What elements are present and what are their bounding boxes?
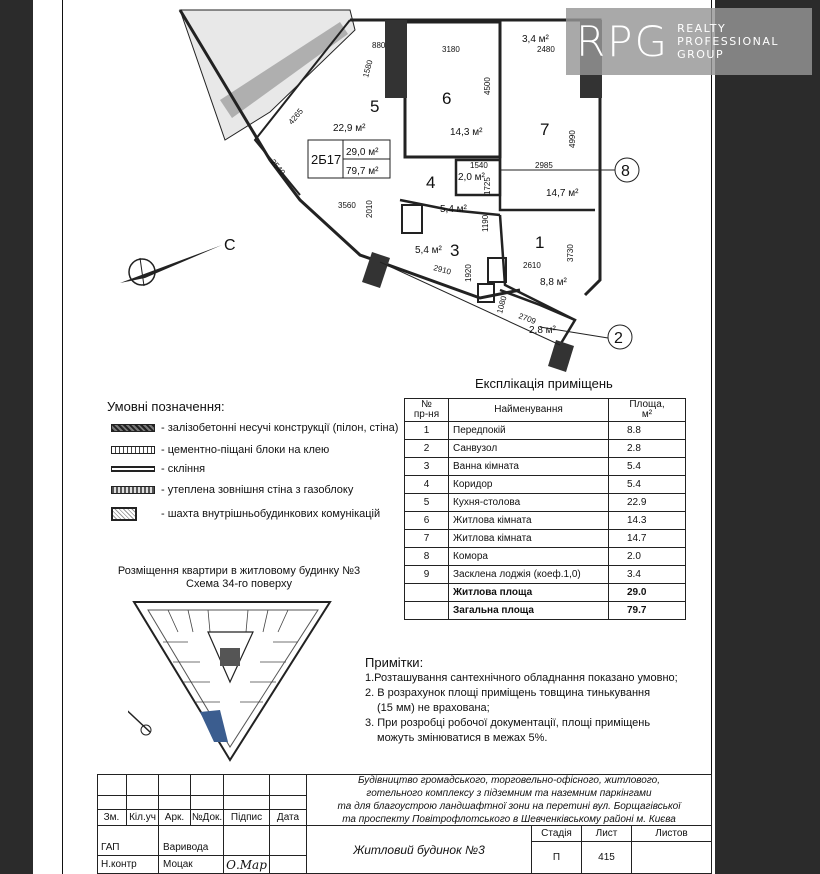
notes bbox=[365, 655, 678, 746]
table-row bbox=[405, 512, 686, 530]
row-name: Комора bbox=[449, 548, 609, 566]
col-name: Найменування bbox=[449, 399, 609, 422]
dim-1580: 1580 bbox=[361, 58, 375, 79]
table-row bbox=[405, 530, 686, 548]
concrete-swatch bbox=[111, 424, 155, 432]
grid-cell bbox=[270, 774, 307, 796]
sheets-label: Листов bbox=[632, 826, 712, 842]
note-line: 1.Розташування сантехнічного обладнання показано умовно; bbox=[365, 672, 678, 684]
watermark-logo: RPG bbox=[576, 17, 670, 66]
col-no bbox=[405, 399, 449, 422]
row-no: 5 bbox=[405, 494, 449, 512]
dim-3730: 3730 bbox=[566, 244, 575, 262]
col-head: Зм. bbox=[97, 810, 127, 826]
room-area-1: 8,8 м² bbox=[540, 277, 567, 288]
watermark-lines bbox=[677, 22, 779, 61]
total-label: Загальна площа bbox=[449, 602, 609, 620]
note-line: (15 мм) не врахована; bbox=[377, 702, 490, 714]
gap-date bbox=[270, 826, 307, 856]
table-row bbox=[405, 476, 686, 494]
stage-label: Стадія bbox=[532, 826, 582, 842]
table-row bbox=[405, 566, 686, 584]
note-line: 3. При розробці робочої документації, площі приміщень bbox=[365, 717, 651, 729]
row-no: 7 bbox=[405, 530, 449, 548]
dim-1540: 1540 bbox=[470, 161, 488, 170]
empty-cell bbox=[405, 602, 449, 620]
title-block bbox=[97, 774, 712, 874]
grid-cell bbox=[97, 796, 127, 810]
room-area-5: 22,9 м² bbox=[333, 123, 366, 134]
col-area bbox=[609, 399, 686, 422]
project-line: готельного комплексу з підземним та наземним паркінгами bbox=[366, 787, 652, 799]
room-label-4: 4 bbox=[426, 173, 436, 192]
row-name: Ванна кімната bbox=[449, 458, 609, 476]
col-head: Арк. bbox=[159, 810, 191, 826]
project-description bbox=[307, 774, 712, 826]
table-row bbox=[405, 422, 686, 440]
grid-cell bbox=[159, 774, 191, 796]
total-area-row bbox=[405, 602, 686, 620]
grid-cell bbox=[191, 796, 224, 810]
notes-title: Примітки: bbox=[365, 655, 424, 670]
row-no: 1 bbox=[405, 422, 449, 440]
note-line: можуть змінюватися в межах 5%. bbox=[377, 732, 548, 744]
dim-1725: 1725 bbox=[483, 177, 492, 195]
dim-4265: 4265 bbox=[286, 106, 305, 127]
row-area: 14.3 bbox=[609, 512, 686, 530]
col-no-2: пр-ня bbox=[413, 409, 440, 420]
scheme-north-arrow bbox=[128, 702, 151, 735]
dim-2910: 2910 bbox=[432, 263, 453, 277]
pylon-4 bbox=[548, 340, 574, 372]
legend-item-blocks bbox=[111, 441, 329, 459]
sheets-value bbox=[632, 842, 712, 874]
dimensions bbox=[268, 41, 577, 326]
project-line: та проспекту Повітрофлотського в Шевченківському районі м. Києва bbox=[342, 813, 676, 825]
nk-name: Моцак bbox=[159, 856, 224, 874]
note-line: 2. В розрахунок площі приміщень товщина тинькування bbox=[365, 687, 651, 699]
dim-1190: 1190 bbox=[481, 214, 490, 232]
grid-cell bbox=[270, 796, 307, 810]
grid-cell bbox=[191, 774, 224, 796]
legend-text: - шахта внутрішньобудинкових комунікацій bbox=[161, 508, 381, 520]
building-title: Житловий будинок №3 bbox=[307, 826, 532, 874]
grid-cell bbox=[159, 796, 191, 810]
blocks-swatch bbox=[111, 446, 155, 454]
legend-title: Умовні позначення: bbox=[107, 399, 225, 414]
table-row bbox=[405, 494, 686, 512]
shaft-1 bbox=[402, 205, 422, 233]
room-label-1: 1 bbox=[535, 233, 545, 252]
col-head: №Док. bbox=[191, 810, 224, 826]
room-area-6: 14,3 м² bbox=[450, 127, 483, 138]
row-area: 5.4 bbox=[609, 458, 686, 476]
signature: О.Мар bbox=[224, 856, 270, 874]
dim-4500: 4500 bbox=[483, 77, 492, 95]
dim-2709: 2709 bbox=[517, 311, 538, 326]
dim-2540: 2540 bbox=[268, 157, 287, 177]
scheme-title bbox=[104, 565, 374, 591]
row-area: 2.8 bbox=[609, 440, 686, 458]
watermark-line-3: GROUP bbox=[677, 48, 725, 61]
grid-cell bbox=[224, 774, 270, 796]
living-label: Житлова площа bbox=[449, 584, 609, 602]
grid-cell bbox=[97, 774, 127, 796]
row-name: Кухня-столова bbox=[449, 494, 609, 512]
row-name: Коридор bbox=[449, 476, 609, 494]
explication-title: Експлікація приміщень bbox=[475, 376, 613, 391]
row-no: 4 bbox=[405, 476, 449, 494]
dim-2610: 2610 bbox=[523, 261, 541, 270]
callout-8-label: 8 bbox=[621, 163, 630, 180]
apartment-living: 29,0 м² bbox=[346, 147, 379, 158]
gap-name: Варивода bbox=[159, 826, 224, 856]
nk-role: Н.контр bbox=[97, 856, 159, 874]
row-area: 3.4 bbox=[609, 566, 686, 584]
row-area: 2.0 bbox=[609, 548, 686, 566]
dim-3560: 3560 bbox=[338, 201, 356, 210]
scheme-title-2: Схема 34-го поверху bbox=[186, 578, 292, 590]
room-label-3: 3 bbox=[450, 241, 460, 260]
row-no: 8 bbox=[405, 548, 449, 566]
row-no: 6 bbox=[405, 512, 449, 530]
room-area-2: 2,8 м² bbox=[529, 325, 556, 336]
table-row bbox=[405, 548, 686, 566]
grid-cell bbox=[224, 796, 270, 810]
room-area-3: 5,4 м² bbox=[415, 245, 442, 256]
room-label-6: 6 bbox=[442, 89, 452, 108]
legend-item-shaft bbox=[111, 505, 380, 523]
room-label-5: 5 bbox=[370, 97, 380, 116]
room-label-7: 7 bbox=[540, 120, 550, 139]
legend-text: - скління bbox=[161, 463, 206, 475]
row-name: Житлова кімната bbox=[449, 512, 609, 530]
project-line: Будівництво громадського, торговельно-офісного, житлового, bbox=[357, 774, 661, 786]
living-area-row bbox=[405, 584, 686, 602]
dim-3180: 3180 bbox=[442, 45, 460, 54]
sheet-label: Лист bbox=[582, 826, 632, 842]
row-name: Санвузол bbox=[449, 440, 609, 458]
row-name: Передпокій bbox=[449, 422, 609, 440]
room-area-7: 14,7 м² bbox=[546, 188, 579, 199]
row-name: Житлова кімната bbox=[449, 530, 609, 548]
total-value: 79.7 bbox=[609, 602, 686, 620]
gap-role: ГАП bbox=[97, 826, 159, 856]
floor-scheme bbox=[128, 592, 336, 762]
col-head: Кіл.уч bbox=[127, 810, 159, 826]
apartment-total: 79,7 м² bbox=[346, 166, 379, 177]
legend-item-glass bbox=[111, 460, 205, 478]
dim-2985: 2985 bbox=[535, 161, 553, 170]
col-area-2: м² bbox=[641, 409, 653, 420]
row-area: 14.7 bbox=[609, 530, 686, 548]
rpg-watermark bbox=[566, 8, 812, 75]
explication-table bbox=[404, 398, 686, 620]
watermark-line-2: PROFESSIONAL bbox=[677, 35, 780, 48]
col-head: Підпис bbox=[224, 810, 270, 826]
watermark-line-1: REALTY bbox=[677, 22, 727, 35]
table-row bbox=[405, 458, 686, 476]
row-area: 8.8 bbox=[609, 422, 686, 440]
stage-value: П bbox=[532, 842, 582, 874]
dim-4990: 4990 bbox=[568, 130, 577, 148]
nk-date bbox=[270, 856, 307, 874]
empty-cell bbox=[405, 584, 449, 602]
grid-cell bbox=[127, 796, 159, 810]
col-no-1: № bbox=[421, 399, 432, 410]
room-area-8: 2,0 м² bbox=[458, 172, 485, 183]
col-area-1: Площа, bbox=[629, 399, 665, 410]
room-area-9: 3,4 м² bbox=[522, 34, 549, 45]
pylon bbox=[385, 20, 407, 98]
shaft-swatch bbox=[111, 507, 137, 521]
dim-2010: 2010 bbox=[365, 200, 374, 218]
north-arrow bbox=[120, 237, 236, 286]
gap-sign bbox=[224, 826, 270, 856]
legend-text: - утеплена зовнішня стіна з газоблоку bbox=[161, 484, 354, 496]
apartment-code: 2Б17 bbox=[311, 152, 342, 167]
dim-1080: 1080 bbox=[495, 294, 509, 315]
table-row bbox=[405, 440, 686, 458]
insulated-swatch bbox=[111, 486, 155, 494]
dim-2480: 2480 bbox=[537, 45, 555, 54]
legend-text: - залізобетонні несучі конструкції (пілон, стіна) bbox=[161, 422, 399, 434]
row-name: Засклена лоджія (коеф.1,0) bbox=[449, 566, 609, 584]
legend-item-concrete bbox=[111, 419, 398, 437]
row-no: 2 bbox=[405, 440, 449, 458]
room-area-4: 5,4 м² bbox=[440, 204, 467, 215]
row-area: 22.9 bbox=[609, 494, 686, 512]
dim-880: 880 bbox=[372, 41, 386, 50]
row-no: 3 bbox=[405, 458, 449, 476]
bath-wall bbox=[500, 290, 575, 320]
callout-2-label: 2 bbox=[614, 330, 623, 347]
north-label: С bbox=[224, 237, 236, 254]
dim-1920: 1920 bbox=[464, 264, 473, 282]
grid-cell bbox=[127, 774, 159, 796]
project-line: та для благоустрою ландшафтної зони на перетині вул. Борщагівської bbox=[337, 800, 681, 812]
living-value: 29.0 bbox=[609, 584, 686, 602]
glass-swatch bbox=[111, 466, 155, 472]
row-no: 9 bbox=[405, 566, 449, 584]
row-area: 5.4 bbox=[609, 476, 686, 494]
legend-item-insulated bbox=[111, 481, 353, 499]
sheet-value: 415 bbox=[582, 842, 632, 874]
table-header bbox=[405, 399, 686, 422]
legend-text: - цементно-піщані блоки на клею bbox=[161, 444, 330, 456]
col-head: Дата bbox=[270, 810, 307, 826]
scheme-title-1: Розміщення квартири в житловому будинку №3 bbox=[117, 565, 361, 577]
